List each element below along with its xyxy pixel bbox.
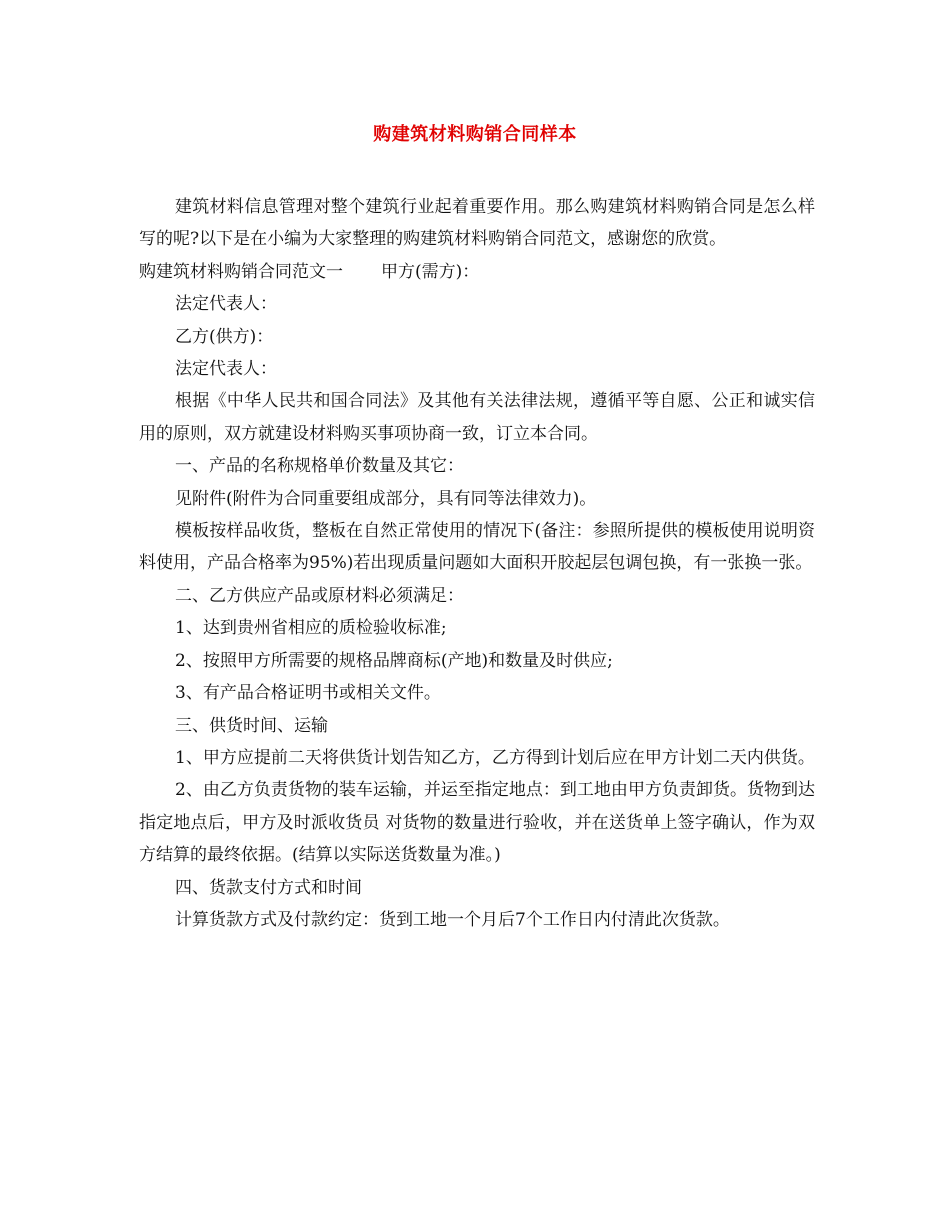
- party-a-label: 甲方(需方)：: [381, 261, 480, 282]
- section-2-heading: 二、乙方供应产品或原材料必须满足：: [175, 585, 464, 606]
- section-2-item-1: 1、达到贵州省相应的质检验收标准;: [175, 618, 447, 639]
- section-4-heading: 四、货款支付方式和时间: [175, 877, 362, 898]
- section-2-item-2: 2、按照甲方所需要的规格品牌商标(产地)和数量及时供应;: [175, 650, 613, 671]
- section-1-heading: 一、产品的名称规格单价数量及其它：: [175, 456, 464, 477]
- sample-heading: 购建筑材料购销合同范文一: [139, 261, 343, 282]
- section-1-paragraph-2: 模板按样品收货，整板在自然正常使用的情况下(备注：参照所提供的模板使用说明资料使用，产品合格率为95%)若出现质量问题如大面积开胶起层包调包换，有一张换一张。: [139, 521, 815, 574]
- party-b-rep-label: 法定代表人：: [175, 359, 277, 380]
- section-2-item-3: 3、有产品合格证明书或相关文件。: [175, 683, 441, 704]
- party-a-rep-label: 法定代表人：: [175, 294, 277, 315]
- section-4-paragraph-1: 计算货款方式及付款约定：货到工地一个月后7个工作日内付清此次货款。: [175, 909, 730, 930]
- intro-paragraph: 建筑材料信息管理对整个建筑行业起着重要作用。那么购建筑材料购销合同是怎么样写的呢?以下是在小编为大家整理的购建筑材料购销合同范文，感谢您的欣赏。: [139, 197, 815, 250]
- section-3-item-1: 1、甲方应提前二天将供货计划告知乙方，乙方得到计划后应在甲方计划二天内供货。: [175, 747, 815, 768]
- sample-heading-line: [139, 256, 815, 288]
- section-3-item-2: 2、由乙方负责货物的装车运输，并运至指定地点：到工地由甲方负责卸货。货物到达指定地点后，甲方及时派收货员 对货物的数量进行验收，并在送货单上签字确认，作为双方结算的最终依据。(结算以实际送货数量为准。): [139, 780, 815, 866]
- preamble-paragraph: 根据《中华人民共和国合同法》及其他有关法律法规，遵循平等自愿、公正和诚实信用的原则，双方就建设材料购买事项协商一致，订立本合同。: [139, 391, 815, 444]
- party-b-label: 乙方(供方)：: [175, 326, 274, 347]
- document-body: [139, 191, 815, 936]
- document-title: 购建筑材料购销合同样本: [373, 124, 577, 145]
- section-3-heading: 三、供货时间、运输: [175, 715, 328, 736]
- section-1-paragraph-1: 见附件(附件为合同重要组成部分，具有同等法律效力)。: [175, 488, 597, 509]
